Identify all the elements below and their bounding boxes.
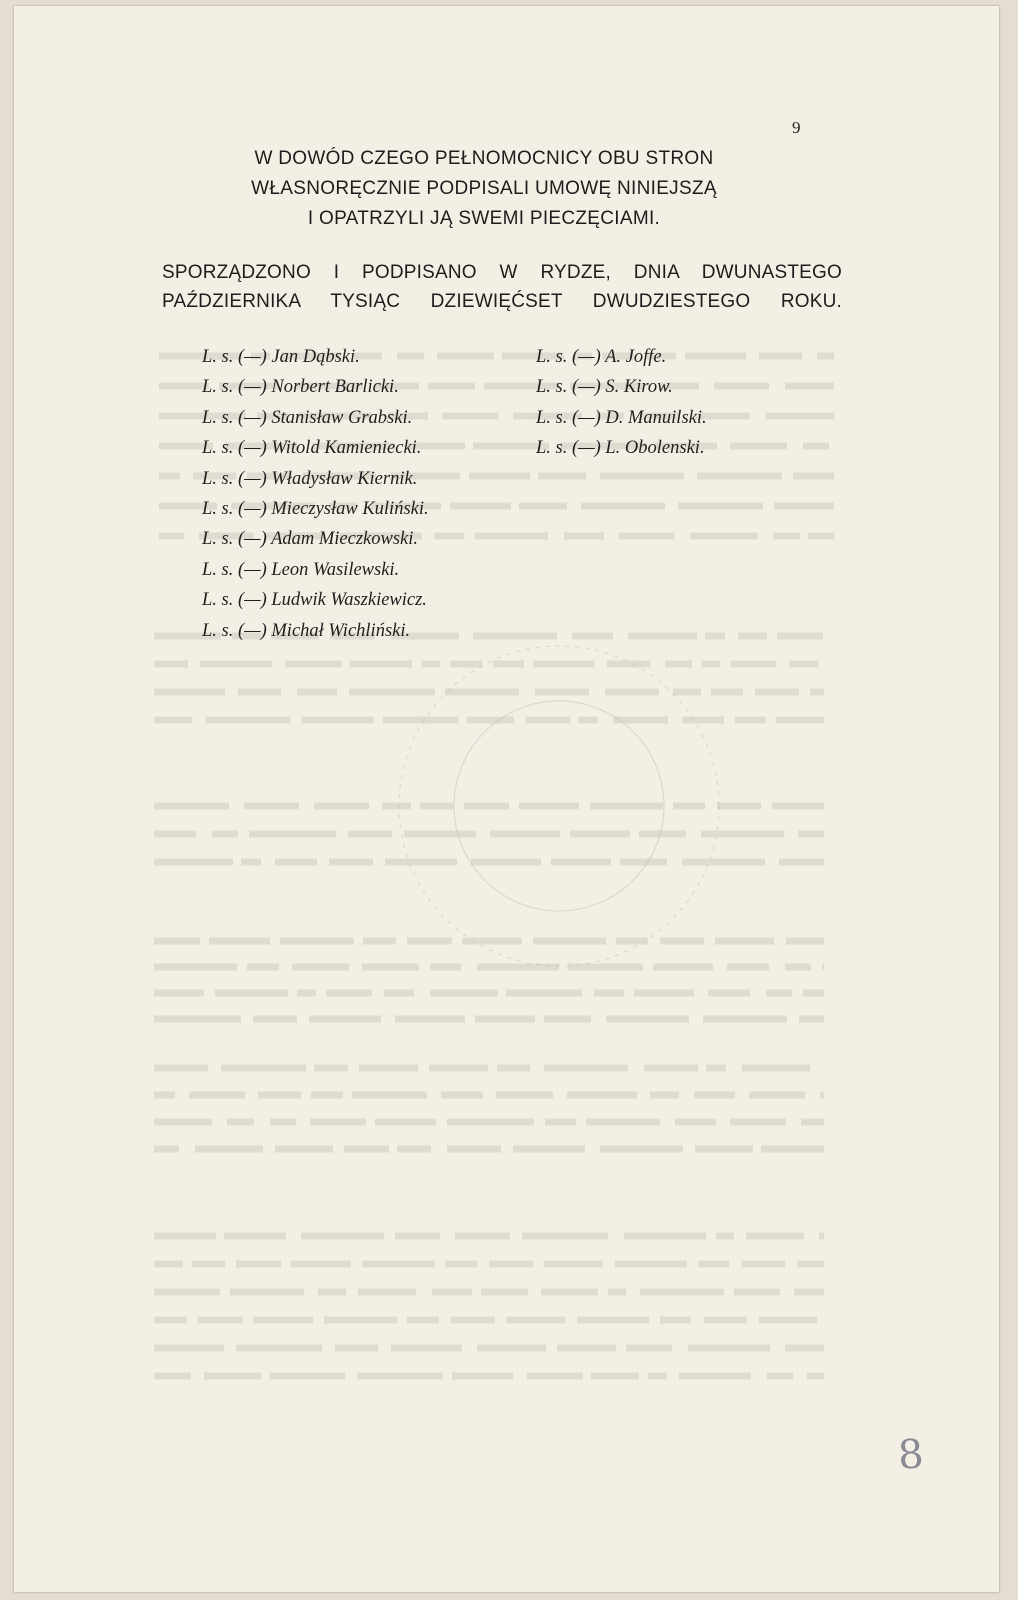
- signatory-name: Jan Dąbski.: [271, 347, 360, 367]
- seal-prefix: L. s. (—): [202, 590, 267, 611]
- seal-prefix: L. s. (—): [536, 438, 601, 459]
- document-page: [14, 6, 999, 1592]
- signature-row: [202, 616, 429, 646]
- seal-prefix: L. s. (—): [202, 347, 267, 367]
- signatory-name: Witold Kamieniecki.: [271, 438, 422, 459]
- signature-row: [202, 342, 429, 372]
- seal-prefix: L. s. (—): [202, 438, 267, 459]
- signature-row: [536, 403, 707, 433]
- signature-row: [202, 555, 429, 585]
- page-number: 9: [792, 118, 801, 137]
- seal-prefix: L. s. (—): [202, 620, 267, 641]
- seal-prefix: L. s. (—): [202, 377, 267, 398]
- russian-signatories: [536, 342, 707, 464]
- signature-row: [202, 524, 429, 554]
- signatory-name: D. Manuilski.: [605, 407, 707, 428]
- pencil-page-mark: 8: [896, 1431, 926, 1479]
- seal-prefix: L. s. (—): [202, 529, 267, 550]
- signatory-name: Leon Wasilewski.: [271, 559, 400, 580]
- seal-prefix: L. s. (—): [202, 498, 267, 519]
- signature-row: [202, 403, 429, 433]
- seal-prefix: L. s. (—): [202, 559, 267, 580]
- signature-row: [202, 433, 429, 463]
- seal-prefix: L. s. (—): [536, 347, 601, 367]
- heading-line: W DOWÓD CZEGO PEŁNOMOCNICY OBU STRON: [254, 148, 714, 169]
- signature-row: [536, 433, 707, 463]
- signatory-name: L. Obolenski.: [605, 438, 705, 459]
- signatory-name: Mieczysław Kuliński.: [271, 498, 429, 519]
- signatory-name: Ludwik Waszkiewicz.: [271, 590, 427, 611]
- signatory-name: Władysław Kiernik.: [271, 468, 418, 489]
- signatory-name: S. Kirow.: [605, 377, 673, 398]
- seal-prefix: L. s. (—): [202, 407, 267, 428]
- signature-row: [536, 372, 707, 402]
- signature-row: [202, 372, 429, 402]
- closing-heading: [164, 144, 804, 234]
- heading-line: I OPATRZYLI JĄ SWEMI PIECZĘCIAMI.: [307, 208, 661, 229]
- seal-prefix: L. s. (—): [536, 407, 601, 428]
- signature-row: [202, 585, 429, 615]
- signing-date-paragraph: SPORZĄDZONO I PODPISANO W RYDZE, DNIA DWUNASTEGO PAŹDZIERNIKA TYSIĄC DZIEWIĘĆSET DWUDZIESTEGO ROKU.: [162, 262, 842, 312]
- signatory-name: A. Joffe.: [605, 347, 667, 367]
- polish-signatories: [202, 342, 429, 646]
- seal-prefix: L. s. (—): [202, 468, 267, 489]
- seal-prefix: L. s. (—): [536, 377, 601, 398]
- signature-row: [202, 464, 429, 494]
- bleed-through-texture: [14, 6, 999, 1592]
- signature-row: [202, 494, 429, 524]
- signatory-name: Michał Wichliński.: [271, 620, 411, 641]
- signature-row: [536, 342, 707, 372]
- signatory-name: Norbert Barlicki.: [271, 377, 399, 398]
- heading-line: WŁASNORĘCZNIE PODPISALI UMOWĘ NINIEJSZĄ: [251, 178, 717, 199]
- signatory-name: Adam Mieczkowski.: [271, 529, 418, 550]
- signatory-name: Stanisław Grabski.: [271, 407, 413, 428]
